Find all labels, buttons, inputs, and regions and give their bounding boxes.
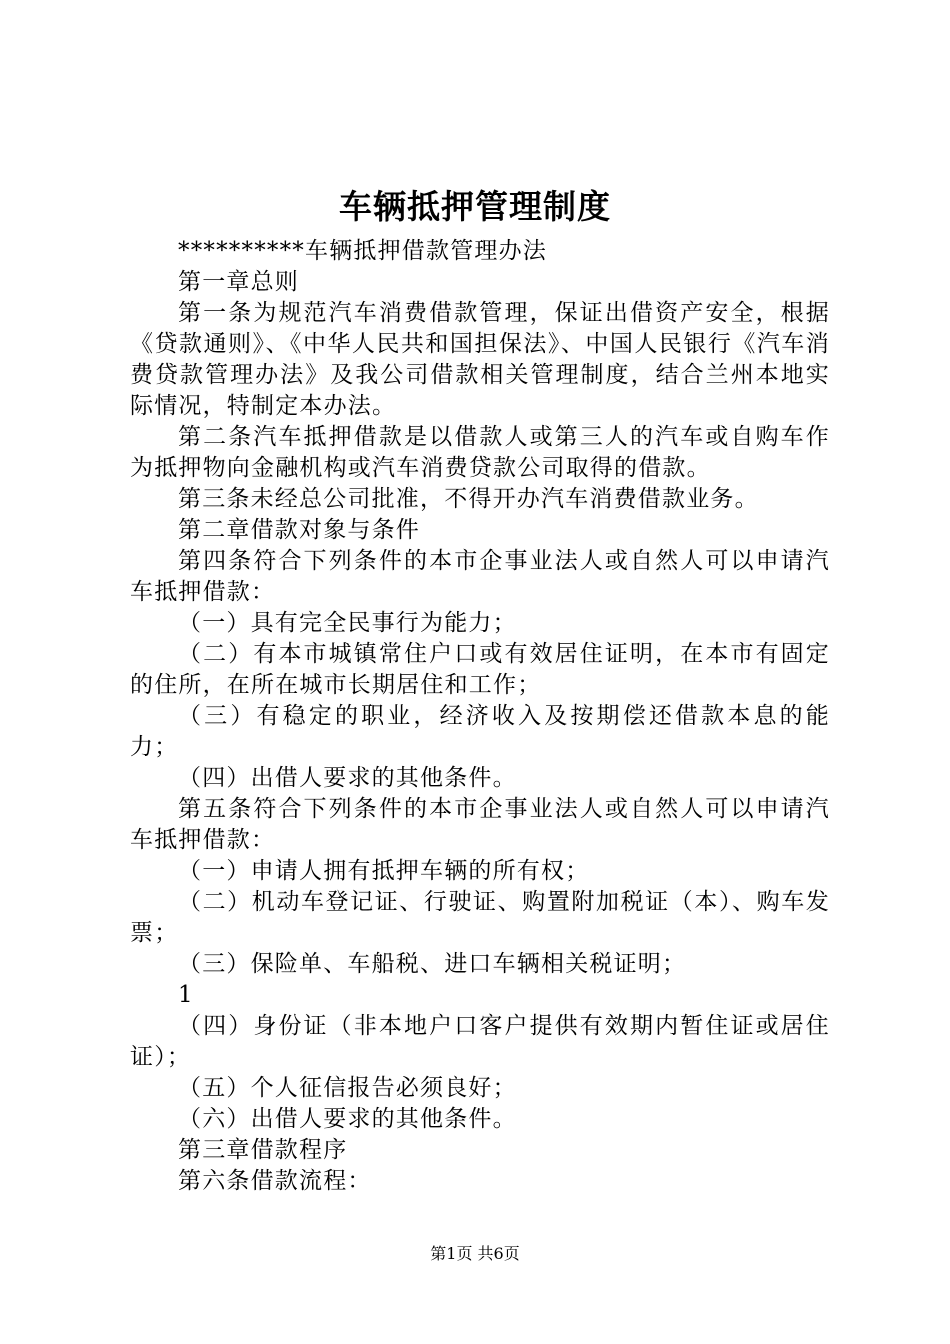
paragraph: 第一章总则 <box>178 269 299 295</box>
paragraph: （六）出借人要求的其他条件。 <box>178 1106 517 1132</box>
document-body <box>130 236 830 1197</box>
paragraph: 第二条汽车抵押借款是以借款人或第三人的汽车或自购车作为抵押物向金融机构或汽车消费贷款公司取得的借款。 <box>130 424 830 481</box>
paragraph: 第三条未经总公司批准，不得开办汽车消费借款业务。 <box>178 486 759 512</box>
paragraph: （三）保险单、车船税、进口车辆相关税证明； <box>178 951 687 977</box>
paragraph: （二）有本市城镇常住户口或有效居住证明，在本市有固定的住所，在所在城市长期居住和工作； <box>130 641 830 698</box>
document-title: 车辆抵押管理制度 <box>339 187 611 226</box>
paragraph: 第二章借款对象与条件 <box>178 517 420 543</box>
paragraph: （二）机动车登记证、行驶证、购置附加税证（本）、购车发票； <box>130 889 830 946</box>
paragraph: （四）身份证（非本地户口客户提供有效期内暂住证或居住证）； <box>130 1013 830 1070</box>
paragraph: **********车辆抵押借款管理办法 <box>178 238 547 264</box>
paragraph: 第三章借款程序 <box>178 1137 348 1163</box>
paragraph: 第五条符合下列条件的本市企事业法人或自然人可以申请汽车抵押借款： <box>130 796 830 853</box>
page-footer: 第1页 共6页 <box>430 1244 520 1263</box>
paragraph: （一）申请人拥有抵押车辆的所有权； <box>178 858 590 884</box>
paragraph: （四）出借人要求的其他条件。 <box>178 765 517 791</box>
paragraph: （五）个人征信报告必须良好； <box>178 1075 517 1101</box>
inline-page-number: 1 <box>178 982 193 1008</box>
paragraph: 第四条符合下列条件的本市企事业法人或自然人可以申请汽车抵押借款： <box>130 548 830 605</box>
paragraph: （一）具有完全民事行为能力； <box>178 610 517 636</box>
paragraph: 第一条为规范汽车消费借款管理，保证出借资产安全，根据《贷款通则》、《中华人民共和国担保法》、中国人民银行《汽车消费贷款管理办法》及我公司借款相关管理制度，结合兰州本地实际情况，特制定本办法。 <box>130 300 830 419</box>
paragraph: （三）有稳定的职业，经济收入及按期偿还借款本息的能力； <box>130 703 830 760</box>
paragraph: 第六条借款流程： <box>178 1168 372 1194</box>
